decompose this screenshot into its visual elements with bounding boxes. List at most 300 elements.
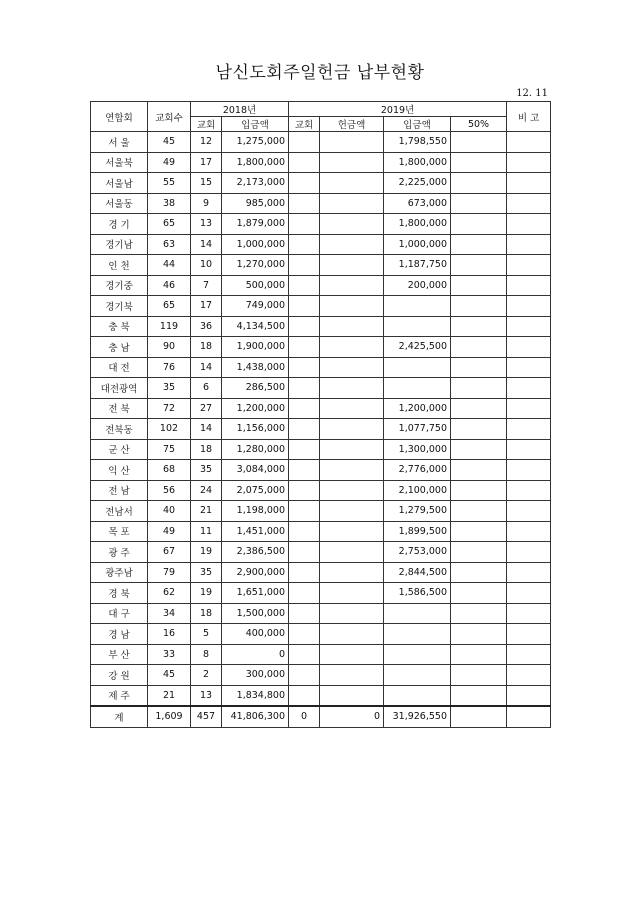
cell-2019-amount: 673,000 <box>384 193 451 214</box>
cell-note <box>507 378 551 399</box>
cell-2019-offering <box>320 603 384 624</box>
cell-2018-church: 13 <box>191 214 222 235</box>
cell-2018-church: 18 <box>191 603 222 624</box>
cell-2019-church <box>289 398 320 419</box>
table-row <box>91 644 551 665</box>
cell-note <box>507 234 551 255</box>
cell-2018-church: 11 <box>191 521 222 542</box>
cell-2018-amount: 1,156,000 <box>222 419 289 440</box>
cell-2019-church <box>289 521 320 542</box>
cell-church-count: 33 <box>148 644 191 665</box>
cell-2019-offering <box>320 275 384 296</box>
cell-region: 강 원 <box>91 665 148 686</box>
table-row <box>91 152 551 173</box>
cell-2018-amount: 400,000 <box>222 624 289 645</box>
cell-church-count: 56 <box>148 480 191 501</box>
cell-2019-pct <box>451 685 507 706</box>
cell-church-count: 45 <box>148 665 191 686</box>
table-body <box>91 132 551 728</box>
cell-church-count: 65 <box>148 214 191 235</box>
cell-2019-pct <box>451 624 507 645</box>
header-2019-amount: 입금액 <box>384 117 451 132</box>
cell-2019-church <box>289 583 320 604</box>
table-row <box>91 603 551 624</box>
cell-2019-offering <box>320 193 384 214</box>
cell-note <box>507 685 551 706</box>
cell-2019-pct <box>451 316 507 337</box>
table-row <box>91 665 551 686</box>
cell-2018-church: 14 <box>191 419 222 440</box>
cell-2019-pct <box>451 439 507 460</box>
cell-region: 경 기 <box>91 214 148 235</box>
cell-region: 인 천 <box>91 255 148 276</box>
table-row <box>91 234 551 255</box>
cell-2018-amount: 1,270,000 <box>222 255 289 276</box>
cell-2019-amount <box>384 316 451 337</box>
cell-2018-amount: 2,900,000 <box>222 562 289 583</box>
cell-2018-amount: 1,834,800 <box>222 685 289 706</box>
cell-2018-church: 19 <box>191 542 222 563</box>
total-row <box>91 706 551 727</box>
table-row <box>91 357 551 378</box>
cell-region: 충 북 <box>91 316 148 337</box>
cell-2019-pct <box>451 275 507 296</box>
cell-2019-offering <box>320 665 384 686</box>
table-row <box>91 316 551 337</box>
cell-church-count: 35 <box>148 378 191 399</box>
table-row <box>91 583 551 604</box>
cell-church-count: 34 <box>148 603 191 624</box>
table-row <box>91 624 551 645</box>
table-row <box>91 480 551 501</box>
cell-region: 전 남 <box>91 480 148 501</box>
cell-2018-amount: 1,200,000 <box>222 398 289 419</box>
cell-region: 계 <box>91 706 148 727</box>
cell-2019-church <box>289 214 320 235</box>
cell-2019-pct <box>451 480 507 501</box>
cell-2018-amount: 2,173,000 <box>222 173 289 194</box>
cell-church-count: 63 <box>148 234 191 255</box>
cell-2019-pct <box>451 562 507 583</box>
cell-note <box>507 316 551 337</box>
cell-church-count: 75 <box>148 439 191 460</box>
cell-2019-offering <box>320 337 384 358</box>
cell-2018-amount: 2,075,000 <box>222 480 289 501</box>
cell-2019-amount: 2,753,000 <box>384 542 451 563</box>
cell-2019-amount: 2,225,000 <box>384 173 451 194</box>
table-row <box>91 685 551 706</box>
table-row <box>91 439 551 460</box>
cell-2018-church: 7 <box>191 275 222 296</box>
cell-2019-amount: 1,800,000 <box>384 214 451 235</box>
cell-2019-pct <box>451 173 507 194</box>
table-header <box>91 102 551 132</box>
cell-2018-amount: 2,386,500 <box>222 542 289 563</box>
cell-2018-amount: 1,280,000 <box>222 439 289 460</box>
cell-2019-pct <box>451 132 507 153</box>
cell-2019-church <box>289 296 320 317</box>
cell-region: 서 울 <box>91 132 148 153</box>
cell-2018-church: 15 <box>191 173 222 194</box>
cell-2018-amount: 3,084,000 <box>222 460 289 481</box>
header-2019-offering: 헌금액 <box>320 117 384 132</box>
cell-2018-church: 17 <box>191 152 222 173</box>
cell-2019-amount <box>384 624 451 645</box>
cell-2018-church: 21 <box>191 501 222 522</box>
cell-2019-pct <box>451 255 507 276</box>
cell-2019-amount: 1,000,000 <box>384 234 451 255</box>
cell-2019-pct <box>451 419 507 440</box>
cell-2018-amount: 4,134,500 <box>222 316 289 337</box>
cell-region: 서울동 <box>91 193 148 214</box>
cell-2019-offering <box>320 173 384 194</box>
cell-2019-church <box>289 378 320 399</box>
cell-2019-offering <box>320 480 384 501</box>
table-row <box>91 173 551 194</box>
cell-2019-pct <box>451 337 507 358</box>
cell-2018-church: 27 <box>191 398 222 419</box>
cell-2019-offering <box>320 152 384 173</box>
cell-2019-amount: 1,798,550 <box>384 132 451 153</box>
cell-2019-offering <box>320 316 384 337</box>
cell-2019-amount <box>384 644 451 665</box>
cell-region: 대 구 <box>91 603 148 624</box>
cell-region: 광주남 <box>91 562 148 583</box>
cell-2018-church: 10 <box>191 255 222 276</box>
table-row <box>91 275 551 296</box>
cell-2019-amount <box>384 357 451 378</box>
cell-2019-offering <box>320 214 384 235</box>
table-row <box>91 521 551 542</box>
cell-note <box>507 255 551 276</box>
cell-2019-offering <box>320 296 384 317</box>
cell-region: 광 주 <box>91 542 148 563</box>
cell-2019-church <box>289 480 320 501</box>
cell-2018-church: 8 <box>191 644 222 665</box>
cell-region: 군 산 <box>91 439 148 460</box>
cell-region: 서울북 <box>91 152 148 173</box>
cell-church-count: 46 <box>148 275 191 296</box>
cell-note <box>507 480 551 501</box>
cell-2019-church <box>289 193 320 214</box>
table-row <box>91 460 551 481</box>
cell-note <box>507 337 551 358</box>
cell-note <box>507 542 551 563</box>
cell-note <box>507 398 551 419</box>
header-2018-church: 교회 <box>191 117 222 132</box>
cell-church-count: 1,609 <box>148 706 191 727</box>
cell-2019-church <box>289 542 320 563</box>
cell-2018-amount: 1,275,000 <box>222 132 289 153</box>
cell-2019-amount <box>384 665 451 686</box>
cell-region: 서울남 <box>91 173 148 194</box>
cell-2019-pct <box>451 234 507 255</box>
cell-2019-pct <box>451 357 507 378</box>
cell-2019-pct <box>451 665 507 686</box>
cell-2019-pct <box>451 193 507 214</box>
cell-note <box>507 644 551 665</box>
cell-2019-church <box>289 644 320 665</box>
cell-2018-amount: 985,000 <box>222 193 289 214</box>
cell-2019-church: 0 <box>289 706 320 727</box>
cell-2019-offering <box>320 234 384 255</box>
cell-region: 목 포 <box>91 521 148 542</box>
cell-region: 경기중 <box>91 275 148 296</box>
cell-2018-church: 2 <box>191 665 222 686</box>
table-row <box>91 542 551 563</box>
cell-2019-pct <box>451 378 507 399</box>
cell-2018-church: 5 <box>191 624 222 645</box>
cell-2019-amount: 1,279,500 <box>384 501 451 522</box>
header-year-2019: 2019년 <box>289 102 507 117</box>
header-church-count: 교회수 <box>148 102 191 132</box>
cell-2018-amount: 1,800,000 <box>222 152 289 173</box>
cell-church-count: 49 <box>148 521 191 542</box>
cell-2018-church: 13 <box>191 685 222 706</box>
cell-2019-amount <box>384 603 451 624</box>
header-2018-amount: 입금액 <box>222 117 289 132</box>
cell-2019-offering <box>320 685 384 706</box>
cell-church-count: 119 <box>148 316 191 337</box>
cell-2019-pct <box>451 152 507 173</box>
cell-church-count: 44 <box>148 255 191 276</box>
cell-2019-amount: 1,077,750 <box>384 419 451 440</box>
cell-2019-offering <box>320 542 384 563</box>
cell-2019-church <box>289 132 320 153</box>
cell-2019-pct <box>451 644 507 665</box>
table-row <box>91 296 551 317</box>
table-row <box>91 501 551 522</box>
offering-status-table <box>90 101 551 728</box>
cell-2019-church <box>289 234 320 255</box>
cell-church-count: 79 <box>148 562 191 583</box>
cell-2018-church: 457 <box>191 706 222 727</box>
cell-2019-amount: 2,425,500 <box>384 337 451 358</box>
cell-region: 제 주 <box>91 685 148 706</box>
cell-2019-offering <box>320 439 384 460</box>
cell-church-count: 40 <box>148 501 191 522</box>
cell-2019-church <box>289 173 320 194</box>
header-year-2018: 2018년 <box>191 102 289 117</box>
document-title: 남신도회주일헌금 납부현황 <box>215 63 425 83</box>
cell-2019-amount: 1,300,000 <box>384 439 451 460</box>
cell-region: 경 남 <box>91 624 148 645</box>
cell-2019-church <box>289 419 320 440</box>
cell-2019-amount: 1,200,000 <box>384 398 451 419</box>
cell-church-count: 38 <box>148 193 191 214</box>
cell-2019-church <box>289 152 320 173</box>
cell-2019-church <box>289 460 320 481</box>
cell-2018-church: 9 <box>191 193 222 214</box>
cell-region: 전북동 <box>91 419 148 440</box>
cell-2018-amount: 286,500 <box>222 378 289 399</box>
table-row <box>91 132 551 153</box>
cell-note <box>507 460 551 481</box>
cell-2018-church: 35 <box>191 562 222 583</box>
cell-region: 경 북 <box>91 583 148 604</box>
cell-church-count: 55 <box>148 173 191 194</box>
cell-2019-offering <box>320 419 384 440</box>
cell-2019-pct <box>451 501 507 522</box>
cell-2019-offering <box>320 501 384 522</box>
cell-2019-church <box>289 316 320 337</box>
cell-2019-amount: 200,000 <box>384 275 451 296</box>
cell-church-count: 16 <box>148 624 191 645</box>
cell-2019-offering <box>320 357 384 378</box>
cell-region: 전남서 <box>91 501 148 522</box>
cell-2018-amount: 1,900,000 <box>222 337 289 358</box>
cell-2018-amount: 1,451,000 <box>222 521 289 542</box>
cell-note <box>507 439 551 460</box>
cell-2019-amount: 2,844,500 <box>384 562 451 583</box>
cell-2018-amount: 1,198,000 <box>222 501 289 522</box>
cell-church-count: 65 <box>148 296 191 317</box>
cell-2018-church: 17 <box>191 296 222 317</box>
table-row <box>91 378 551 399</box>
cell-2019-pct <box>451 542 507 563</box>
cell-note <box>507 357 551 378</box>
cell-2018-amount: 300,000 <box>222 665 289 686</box>
header-note: 비 고 <box>507 102 551 132</box>
cell-2019-church <box>289 665 320 686</box>
cell-note <box>507 583 551 604</box>
cell-2019-amount <box>384 685 451 706</box>
cell-2018-church: 12 <box>191 132 222 153</box>
cell-2019-church <box>289 603 320 624</box>
cell-note <box>507 152 551 173</box>
cell-note <box>507 173 551 194</box>
table-row <box>91 255 551 276</box>
cell-2019-pct <box>451 706 507 727</box>
cell-2019-offering <box>320 644 384 665</box>
cell-note <box>507 419 551 440</box>
cell-2019-church <box>289 275 320 296</box>
table-row <box>91 214 551 235</box>
cell-2019-pct <box>451 460 507 481</box>
cell-note <box>507 603 551 624</box>
cell-2019-pct <box>451 603 507 624</box>
cell-2018-amount: 41,806,300 <box>222 706 289 727</box>
cell-note <box>507 706 551 727</box>
cell-region: 충 남 <box>91 337 148 358</box>
cell-2019-church <box>289 501 320 522</box>
cell-note <box>507 624 551 645</box>
cell-note <box>507 665 551 686</box>
cell-region: 전 북 <box>91 398 148 419</box>
cell-2019-offering: 0 <box>320 706 384 727</box>
cell-2019-amount: 2,776,000 <box>384 460 451 481</box>
cell-church-count: 49 <box>148 152 191 173</box>
cell-2019-amount: 1,586,500 <box>384 583 451 604</box>
cell-2019-church <box>289 337 320 358</box>
cell-note <box>507 214 551 235</box>
table-row <box>91 337 551 358</box>
cell-region: 익 산 <box>91 460 148 481</box>
header-2019-church: 교회 <box>289 117 320 132</box>
cell-2019-church <box>289 439 320 460</box>
header-region: 연합회 <box>91 102 148 132</box>
header-2019-pct: 50% <box>451 117 507 132</box>
cell-2019-amount <box>384 378 451 399</box>
cell-note <box>507 132 551 153</box>
cell-2019-offering <box>320 255 384 276</box>
cell-2019-church <box>289 685 320 706</box>
cell-2018-amount: 1,438,000 <box>222 357 289 378</box>
cell-2018-church: 18 <box>191 337 222 358</box>
cell-2018-church: 18 <box>191 439 222 460</box>
cell-2019-offering <box>320 521 384 542</box>
cell-2018-amount: 0 <box>222 644 289 665</box>
cell-2019-offering <box>320 378 384 399</box>
report-date: 12. 11 <box>516 88 548 99</box>
cell-2019-pct <box>451 214 507 235</box>
cell-church-count: 102 <box>148 419 191 440</box>
cell-2019-offering <box>320 562 384 583</box>
cell-2018-amount: 1,500,000 <box>222 603 289 624</box>
cell-2018-church: 14 <box>191 357 222 378</box>
cell-2019-church <box>289 357 320 378</box>
cell-church-count: 67 <box>148 542 191 563</box>
table-row <box>91 419 551 440</box>
cell-2019-offering <box>320 398 384 419</box>
cell-2019-amount: 2,100,000 <box>384 480 451 501</box>
cell-2019-amount: 1,899,500 <box>384 521 451 542</box>
table-row <box>91 193 551 214</box>
cell-region: 대 전 <box>91 357 148 378</box>
table-row <box>91 398 551 419</box>
cell-note <box>507 193 551 214</box>
cell-2019-offering <box>320 624 384 645</box>
cell-note <box>507 562 551 583</box>
cell-church-count: 68 <box>148 460 191 481</box>
cell-church-count: 76 <box>148 357 191 378</box>
cell-2019-church <box>289 255 320 276</box>
cell-2019-offering <box>320 132 384 153</box>
cell-note <box>507 275 551 296</box>
cell-region: 부 산 <box>91 644 148 665</box>
cell-2019-church <box>289 624 320 645</box>
cell-2019-church <box>289 562 320 583</box>
cell-note <box>507 521 551 542</box>
cell-2018-amount: 1,879,000 <box>222 214 289 235</box>
cell-2019-offering <box>320 583 384 604</box>
cell-church-count: 21 <box>148 685 191 706</box>
cell-region: 경기남 <box>91 234 148 255</box>
cell-2018-church: 35 <box>191 460 222 481</box>
cell-2018-church: 24 <box>191 480 222 501</box>
cell-2019-amount: 31,926,550 <box>384 706 451 727</box>
cell-2018-amount: 1,651,000 <box>222 583 289 604</box>
cell-2019-pct <box>451 521 507 542</box>
cell-2019-pct <box>451 398 507 419</box>
cell-church-count: 45 <box>148 132 191 153</box>
cell-2018-church: 36 <box>191 316 222 337</box>
cell-2018-church: 6 <box>191 378 222 399</box>
cell-2018-amount: 749,000 <box>222 296 289 317</box>
cell-2019-amount <box>384 296 451 317</box>
cell-2019-amount: 1,187,750 <box>384 255 451 276</box>
cell-2018-church: 19 <box>191 583 222 604</box>
cell-2018-amount: 500,000 <box>222 275 289 296</box>
cell-note <box>507 296 551 317</box>
cell-2019-pct <box>451 583 507 604</box>
table-row <box>91 562 551 583</box>
cell-church-count: 72 <box>148 398 191 419</box>
cell-2018-amount: 1,000,000 <box>222 234 289 255</box>
cell-church-count: 62 <box>148 583 191 604</box>
cell-region: 대전광역 <box>91 378 148 399</box>
cell-church-count: 90 <box>148 337 191 358</box>
